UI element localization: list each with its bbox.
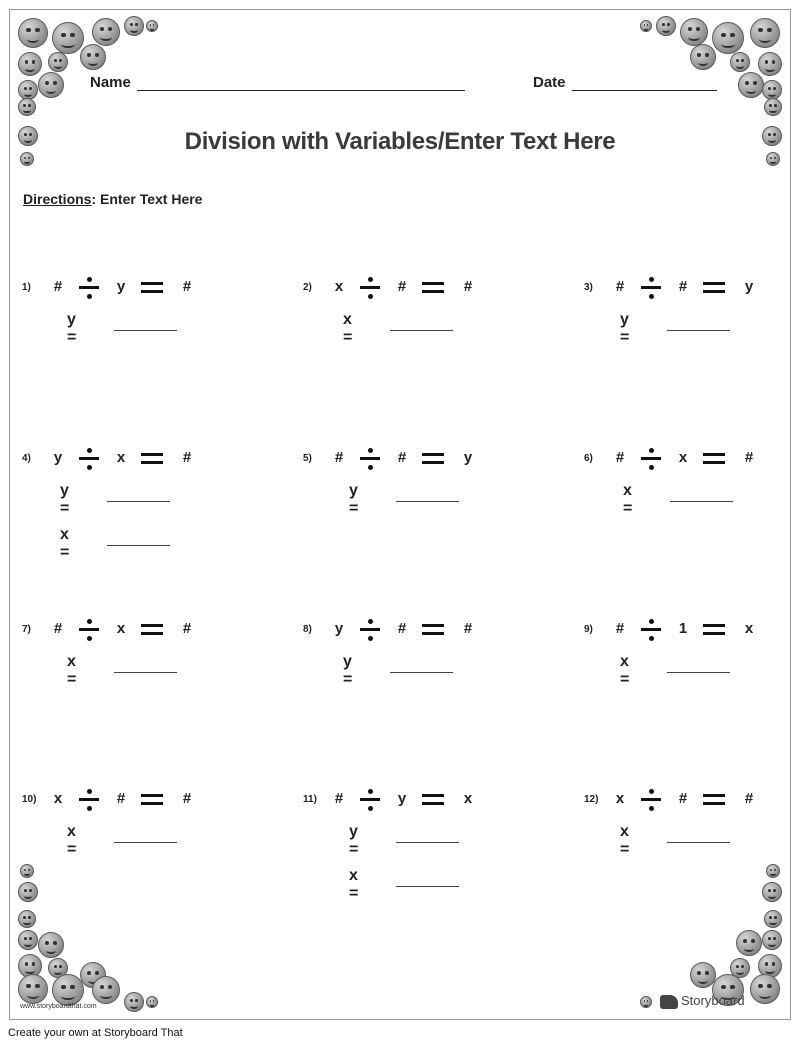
term-b: # bbox=[397, 278, 407, 295]
term-c: # bbox=[182, 449, 192, 466]
answer-label: y = bbox=[349, 823, 359, 858]
equals-icon bbox=[703, 282, 725, 294]
term-b: # bbox=[397, 449, 407, 466]
emoji-face-icon bbox=[18, 52, 42, 76]
emoji-face-icon bbox=[762, 80, 782, 100]
emoji-face-icon bbox=[18, 882, 38, 902]
equals-icon bbox=[703, 624, 725, 636]
answer-blank[interactable] bbox=[114, 672, 177, 673]
emoji-face-icon bbox=[18, 80, 38, 100]
answer-blank[interactable] bbox=[390, 330, 453, 331]
term-c: y bbox=[463, 449, 473, 466]
answer-label: y = bbox=[620, 311, 630, 346]
term-c: x bbox=[744, 620, 754, 637]
date-label: Date bbox=[533, 74, 566, 91]
term-a: y bbox=[53, 449, 63, 466]
answer-label: x = bbox=[67, 653, 77, 688]
divide-icon bbox=[360, 619, 380, 641]
term-a: # bbox=[53, 278, 63, 295]
emoji-face-icon bbox=[690, 44, 716, 70]
term-a: # bbox=[615, 620, 625, 637]
emoji-face-icon bbox=[18, 930, 38, 950]
equals-icon bbox=[422, 624, 444, 636]
problem-number: 6) bbox=[584, 453, 593, 464]
answer-blank[interactable] bbox=[390, 672, 453, 673]
term-c: y bbox=[744, 278, 754, 295]
emoji-face-icon bbox=[18, 126, 38, 146]
answer-blank[interactable] bbox=[114, 842, 177, 843]
emoji-face-icon bbox=[48, 52, 68, 72]
emoji-face-icon bbox=[762, 882, 782, 902]
answer-label: x = bbox=[620, 653, 630, 688]
emoji-face-icon bbox=[762, 126, 782, 146]
term-a: # bbox=[334, 790, 344, 807]
emoji-face-icon bbox=[680, 18, 708, 46]
divide-icon bbox=[360, 789, 380, 811]
divide-icon bbox=[641, 789, 661, 811]
answer-blank[interactable] bbox=[114, 330, 177, 331]
term-c: # bbox=[463, 278, 473, 295]
answer-blank[interactable] bbox=[667, 330, 730, 331]
emoji-face-icon bbox=[92, 976, 120, 1004]
emoji-face-icon bbox=[146, 20, 158, 32]
name-label: Name bbox=[90, 74, 131, 91]
answer-label: y = bbox=[60, 482, 70, 517]
term-b: x bbox=[678, 449, 688, 466]
term-a: y bbox=[334, 620, 344, 637]
equals-icon bbox=[141, 282, 163, 294]
emoji-face-icon bbox=[730, 52, 750, 72]
problem-number: 3) bbox=[584, 282, 593, 293]
directions bbox=[23, 191, 202, 207]
emoji-face-icon bbox=[146, 996, 158, 1008]
emoji-face-icon bbox=[762, 930, 782, 950]
storyboard-logo-icon bbox=[660, 995, 678, 1009]
equals-icon bbox=[422, 453, 444, 465]
term-b: x bbox=[116, 620, 126, 637]
directions-label: Directions bbox=[23, 191, 92, 207]
term-a: # bbox=[615, 449, 625, 466]
term-a: x bbox=[53, 790, 63, 807]
emoji-face-icon bbox=[640, 996, 652, 1008]
divide-icon bbox=[79, 448, 99, 470]
answer-blank[interactable] bbox=[670, 501, 733, 502]
emoji-face-icon bbox=[80, 44, 106, 70]
term-b: # bbox=[678, 278, 688, 295]
divide-icon bbox=[360, 277, 380, 299]
answer-blank[interactable] bbox=[107, 545, 170, 546]
emoji-face-icon bbox=[18, 18, 48, 48]
term-b: # bbox=[678, 790, 688, 807]
term-b: y bbox=[397, 790, 407, 807]
equals-icon bbox=[141, 624, 163, 636]
equals-icon bbox=[422, 794, 444, 806]
divide-icon bbox=[641, 619, 661, 641]
emoji-face-icon bbox=[38, 932, 64, 958]
term-a: x bbox=[334, 278, 344, 295]
answer-label: y = bbox=[343, 653, 353, 688]
term-b: y bbox=[116, 278, 126, 295]
problem-number: 2) bbox=[303, 282, 312, 293]
name-line bbox=[137, 76, 465, 91]
watermark-url: www.storyboardthat.com bbox=[20, 1003, 97, 1010]
storyboard-logo bbox=[660, 993, 745, 1009]
date-field[interactable] bbox=[533, 74, 717, 91]
emoji-face-icon bbox=[758, 52, 782, 76]
worksheet-page bbox=[9, 9, 791, 1020]
name-field[interactable] bbox=[90, 74, 465, 91]
divide-icon bbox=[360, 448, 380, 470]
answer-label: x = bbox=[349, 867, 359, 902]
footer-link[interactable]: Create your own at Storyboard That bbox=[8, 1027, 183, 1039]
directions-text: : Enter Text Here bbox=[91, 191, 203, 207]
emoji-face-icon bbox=[20, 152, 34, 166]
answer-label: x = bbox=[60, 526, 70, 561]
emoji-face-icon bbox=[20, 864, 34, 878]
answer-label: x = bbox=[620, 823, 630, 858]
emoji-face-icon bbox=[764, 98, 782, 116]
answer-blank[interactable] bbox=[667, 672, 730, 673]
term-b: 1 bbox=[678, 620, 688, 637]
answer-blank[interactable] bbox=[396, 886, 459, 887]
emoji-face-icon bbox=[750, 974, 780, 1004]
term-c: # bbox=[463, 620, 473, 637]
emoji-face-icon bbox=[712, 22, 744, 54]
term-c: # bbox=[182, 620, 192, 637]
emoji-face-icon bbox=[52, 22, 84, 54]
answer-blank[interactable] bbox=[396, 501, 459, 502]
emoji-face-icon bbox=[38, 72, 64, 98]
answer-label: x = bbox=[343, 311, 353, 346]
problem-number: 8) bbox=[303, 624, 312, 635]
emoji-face-icon bbox=[18, 910, 36, 928]
answer-blank[interactable] bbox=[667, 842, 730, 843]
divide-icon bbox=[79, 789, 99, 811]
term-c: # bbox=[744, 449, 754, 466]
divide-icon bbox=[79, 277, 99, 299]
problem-number: 10) bbox=[22, 794, 37, 805]
problem-number: 12) bbox=[584, 794, 599, 805]
emoji-face-icon bbox=[764, 910, 782, 928]
term-b: # bbox=[116, 790, 126, 807]
equals-icon bbox=[141, 794, 163, 806]
divide-icon bbox=[79, 619, 99, 641]
emoji-face-icon bbox=[766, 864, 780, 878]
problem-number: 11) bbox=[303, 794, 317, 805]
equals-icon bbox=[703, 453, 725, 465]
term-c: # bbox=[182, 790, 192, 807]
equals-icon bbox=[141, 453, 163, 465]
emoji-face-icon bbox=[18, 98, 36, 116]
problem-number: 7) bbox=[22, 624, 31, 635]
emoji-face-icon bbox=[640, 20, 652, 32]
storyboard-logo-text: Storyboard bbox=[681, 993, 745, 1008]
answer-blank[interactable] bbox=[107, 501, 170, 502]
divide-icon bbox=[641, 448, 661, 470]
divide-icon bbox=[641, 277, 661, 299]
emoji-face-icon bbox=[736, 930, 762, 956]
emoji-face-icon bbox=[738, 72, 764, 98]
emoji-face-icon bbox=[18, 974, 48, 1004]
emoji-face-icon bbox=[750, 18, 780, 48]
term-c: # bbox=[744, 790, 754, 807]
term-b: # bbox=[397, 620, 407, 637]
term-b: x bbox=[116, 449, 126, 466]
emoji-face-icon bbox=[766, 152, 780, 166]
term-a: # bbox=[334, 449, 344, 466]
term-c: x bbox=[463, 790, 473, 807]
page-title: Division with Variables/Enter Text Here bbox=[184, 128, 616, 155]
term-a: x bbox=[615, 790, 625, 807]
emoji-face-icon bbox=[52, 974, 84, 1006]
answer-label: y = bbox=[349, 482, 359, 517]
problem-number: 9) bbox=[584, 624, 593, 635]
emoji-face-icon bbox=[656, 16, 676, 36]
answer-label: x = bbox=[67, 823, 77, 858]
problem-number: 1) bbox=[22, 282, 31, 293]
date-line bbox=[572, 76, 717, 91]
emoji-face-icon bbox=[124, 992, 144, 1012]
emoji-face-icon bbox=[92, 18, 120, 46]
emoji-face-icon bbox=[124, 16, 144, 36]
term-a: # bbox=[53, 620, 63, 637]
problem-number: 4) bbox=[22, 453, 31, 464]
answer-blank[interactable] bbox=[396, 842, 459, 843]
equals-icon bbox=[703, 794, 725, 806]
term-a: # bbox=[615, 278, 625, 295]
term-c: # bbox=[182, 278, 192, 295]
problem-number: 5) bbox=[303, 453, 312, 464]
answer-label: x = bbox=[623, 482, 633, 517]
equals-icon bbox=[422, 282, 444, 294]
answer-label: y = bbox=[67, 311, 77, 346]
